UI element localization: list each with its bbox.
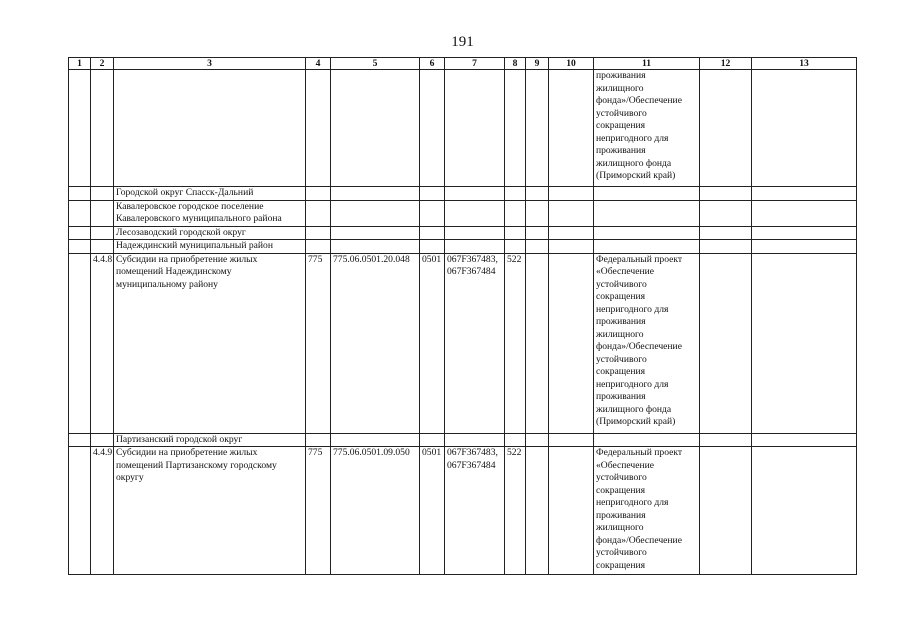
header-cell: 4 <box>306 58 331 70</box>
ministry-code: 775 <box>306 447 331 575</box>
budget-table <box>68 57 857 575</box>
item-number: 4.4.9 <box>91 447 114 575</box>
item-number: 4.4.8 <box>91 253 114 433</box>
header-cell: 9 <box>526 58 549 70</box>
header-cell: 12 <box>700 58 752 70</box>
target-code: 067F367483, 067F367484 <box>445 253 505 433</box>
budget-code: 775.06.0501.20.048 <box>331 253 420 433</box>
header-cell: 7 <box>445 58 505 70</box>
item-title: Субсидии на приобретение жилых помещений Партизанскому городскому округу <box>114 447 306 575</box>
municipality-row <box>69 200 857 226</box>
budget-code: 775.06.0501.09.050 <box>331 447 420 575</box>
header-cell: 5 <box>331 58 420 70</box>
header-cell: 6 <box>420 58 445 70</box>
table-row <box>69 253 857 433</box>
municipality-name: Городской округ Спасск-Дальний <box>114 187 306 201</box>
header-cell: 8 <box>505 58 526 70</box>
municipality-name: Партизанский городской округ <box>114 433 306 447</box>
ministry-code: 775 <box>306 253 331 433</box>
municipality-row <box>69 226 857 240</box>
municipality-row <box>69 240 857 254</box>
program-description: Федеральный проект «Обеспечение устойчивого сокращения непригодного для проживания жилищного фонда»/Обеспечение устойчивого сокращения непригодного для проживания жилищного фонда (Приморский край) <box>594 253 700 433</box>
expense-type: 522 <box>505 447 526 575</box>
header-cell: 11 <box>594 58 700 70</box>
municipality-name: Лесозаводский городской округ <box>114 226 306 240</box>
header-cell: 1 <box>69 58 91 70</box>
header-row <box>69 58 857 70</box>
program-description: проживания жилищного фонда»/Обеспечение устойчивого сокращения непригодного для проживания жилищного фонда (Приморский край) <box>594 70 700 187</box>
table-row <box>69 70 857 187</box>
municipality-row <box>69 187 857 201</box>
program-description: Федеральный проект «Обеспечение устойчивого сокращения непригодного для проживания жилищного фонда»/Обеспечение устойчивого сокращения <box>594 447 700 575</box>
header-cell: 10 <box>549 58 594 70</box>
header-cell: 13 <box>752 58 857 70</box>
municipality-row <box>69 433 857 447</box>
target-code: 067F367483, 067F367484 <box>445 447 505 575</box>
expense-type: 522 <box>505 253 526 433</box>
page-number: 191 <box>451 34 474 50</box>
municipality-name: Кавалеровское городское поселение Кавалеровского муниципального района <box>114 200 306 226</box>
header-cell: 3 <box>114 58 306 70</box>
section-code: 0501 <box>420 253 445 433</box>
header-cell: 2 <box>91 58 114 70</box>
municipality-name: Надеждинский муниципальный район <box>114 240 306 254</box>
table-row <box>69 447 857 575</box>
section-code: 0501 <box>420 447 445 575</box>
item-title: Субсидии на приобретение жилых помещений Надеждинскому муниципальному району <box>114 253 306 433</box>
